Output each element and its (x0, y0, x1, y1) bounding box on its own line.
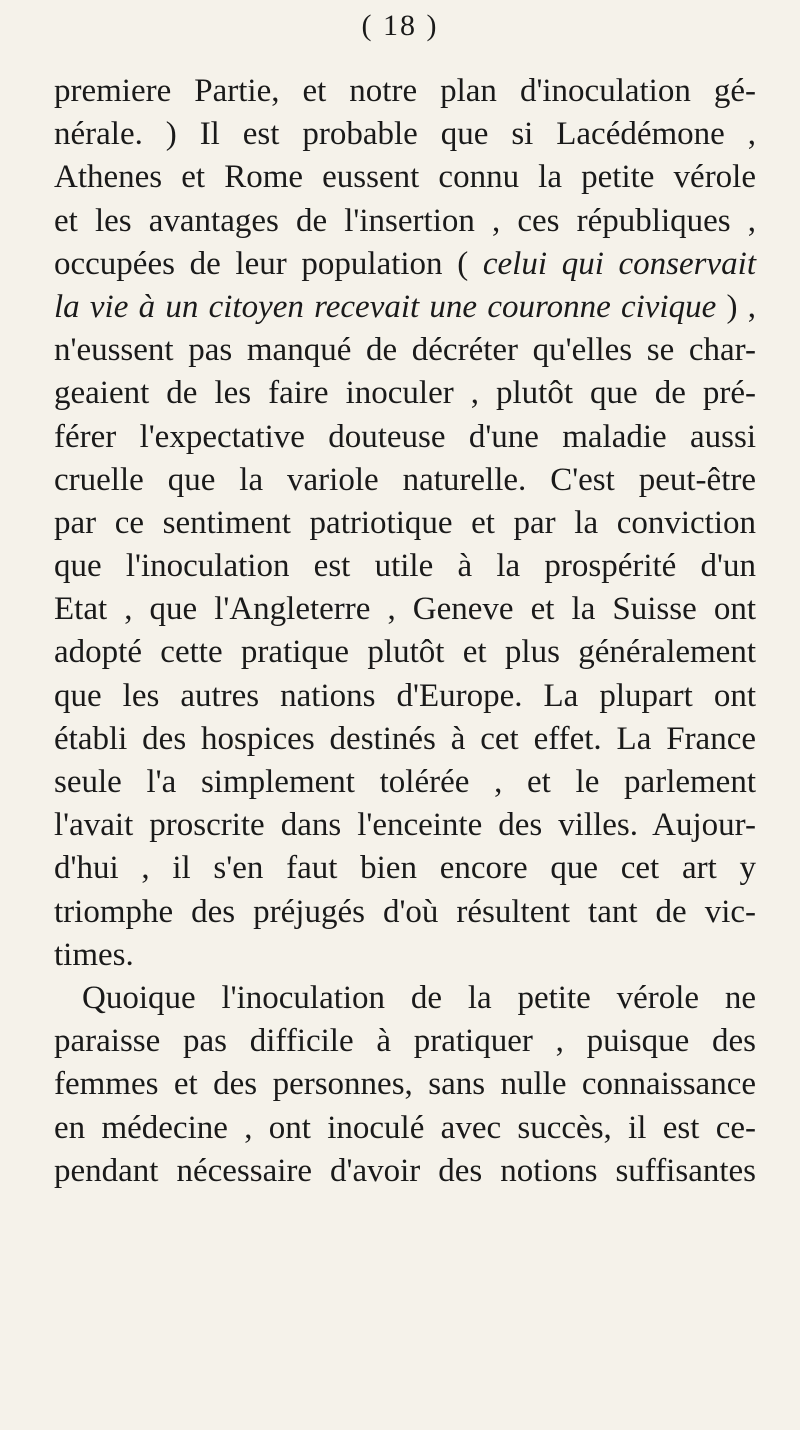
body-text (54, 70, 756, 1193)
text-line (54, 847, 756, 890)
text-span: pendant nécessaire d'avoir des notions suffisantes (54, 1152, 756, 1189)
text-line (54, 459, 756, 502)
text-line (54, 502, 756, 545)
italic-text: celui qui conservait (482, 245, 756, 282)
text-span: et les avantages de l'insertion , ces républiques , (54, 202, 756, 239)
text-line (54, 588, 756, 631)
text-line (54, 329, 756, 372)
text-span: établi des hospices destinés à cet effet. La France (54, 720, 756, 757)
text-line (54, 1063, 756, 1106)
italic-text: la vie à un citoyen recevait une couronne civique (54, 288, 717, 325)
text-span: ) , (716, 288, 756, 325)
text-span: d'hui , il s'en faut bien encore que cet art y (54, 850, 756, 887)
text-span: Athenes et Rome eussent connu la petite vérole (54, 159, 756, 196)
text-span: paraisse pas difficile à pratiquer , puisque des (54, 1023, 756, 1060)
text-line (54, 804, 756, 847)
text-span: nérale. ) Il est probable que si Lacédémone , (54, 116, 756, 153)
text-line (54, 70, 756, 113)
text-span: Quoique l'inoculation de la petite vérole ne (82, 979, 756, 1016)
text-line (54, 372, 756, 415)
text-span: seule l'a simplement tolérée , et le parlement (54, 764, 756, 800)
text-line (54, 545, 756, 588)
text-span: l'avait proscrite dans l'enceinte des villes. Aujour- (54, 807, 756, 844)
text-line (54, 934, 756, 977)
text-span: premiere Partie, et notre plan d'inoculation gé- (54, 73, 756, 109)
text-line (54, 156, 756, 199)
text-line (54, 416, 756, 459)
text-line (54, 1107, 756, 1150)
text-line (54, 243, 756, 286)
text-span: occupées de leur population ( (54, 245, 483, 282)
text-span: geaient de les faire inoculer , plutôt que de pré- (54, 375, 756, 412)
text-line (54, 113, 756, 156)
text-span: par ce sentiment patriotique et par la conviction (54, 504, 756, 541)
text-line (54, 200, 756, 243)
text-line (54, 977, 756, 1020)
text-span: n'eussent pas manqué de décréter qu'elles se char- (54, 332, 756, 369)
text-span: femmes et des personnes, sans nulle connaissance (54, 1066, 756, 1103)
text-line (54, 286, 756, 329)
text-span: que l'inoculation est utile à la prospérité d'un (54, 548, 756, 585)
page-number: ( 18 ) (361, 9, 439, 42)
text-span: Etat , que l'Angleterre , Geneve et la Suisse ont (54, 591, 756, 628)
text-span: que les autres nations d'Europe. La plupart ont (54, 677, 756, 714)
text-line (54, 675, 756, 718)
text-line (54, 631, 756, 674)
text-line (54, 1150, 756, 1193)
text-line (54, 761, 756, 804)
text-span: cruelle que la variole naturelle. C'est peut-être (54, 461, 756, 498)
text-span: férer l'expectative douteuse d'une maladie aussi (54, 418, 756, 455)
text-span: times. (54, 936, 134, 973)
text-span: triomphe des préjugés d'où résultent tant de vic- (54, 893, 756, 930)
text-line (54, 1020, 756, 1063)
text-span: adopté cette pratique plutôt et plus généralement (54, 634, 756, 671)
text-span: en médecine , ont inoculé avec succès, il est ce- (54, 1109, 756, 1146)
text-line (54, 718, 756, 761)
text-line (54, 891, 756, 934)
